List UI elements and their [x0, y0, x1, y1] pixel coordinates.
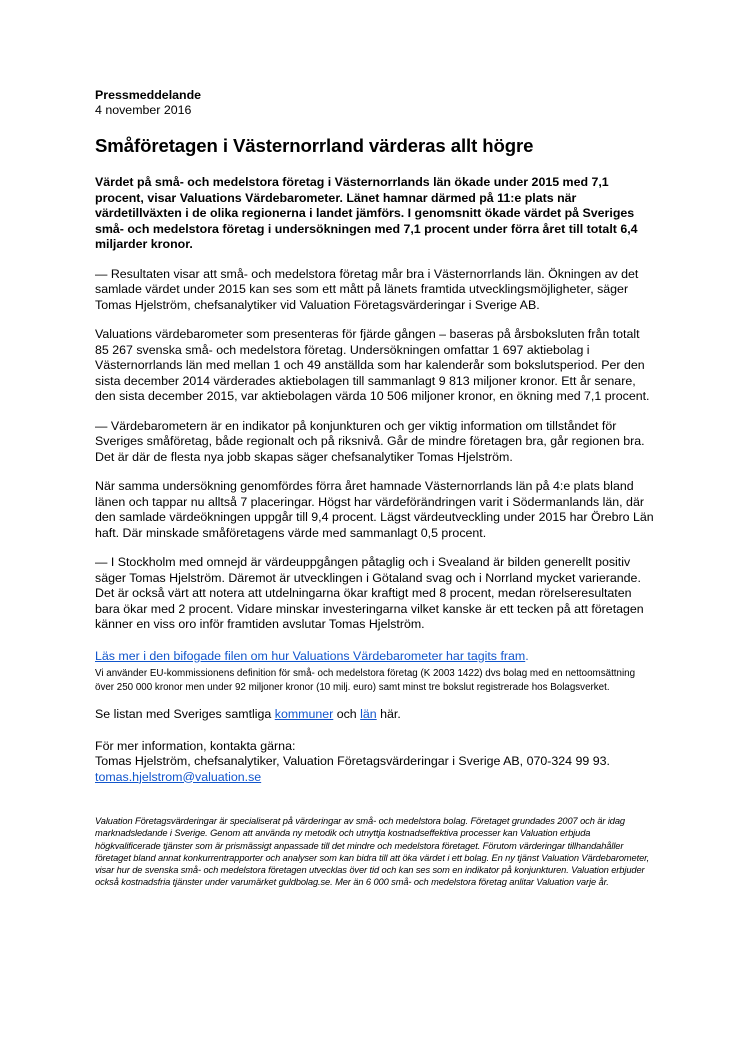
attachment-line	[95, 649, 655, 665]
body-paragraph-3: — Värdebarometern är en indikator på konjunkturen och ger viktig information om tillståndet för Sveriges småföretag, både regionalt och på riksnivå. Går de mindre företagen bra, går regionen bra. Det är där de flesta nya jobb skapas säger chefsanalytiker Tomas Hjelström.	[95, 418, 645, 464]
contact-email-link[interactable]: tomas.hjelstrom@valuation.se	[95, 769, 262, 784]
lead-paragraph: Värdet på små- och medelstora företag i Västernorrlands län ökade under 2015 med 7,1 procent, visar Valuations Värdebarometer. Länet hamnar därmed på 11:e plats när värdetillväxten i de olika regionerna i landet jämförs. I genomsnitt ökade värdet på Sveriges små- och medelstora företag i undersökningen med 7,1 procent under förra året till totalt 6,4 miljarder kronor.	[95, 175, 638, 251]
attachment-link[interactable]: Läs mer i den bifogade filen om hur Valuations Värdebarometer har tagits fram	[95, 648, 526, 663]
body-paragraph-4: När samma undersökning genomfördes förra året hamnade Västernorrlands län på 4:e plats bland länen och tappar nu alltså 7 placeringar. Högst har värdeförändringen varit i Södermanlands län, där den samlade värdeökningen uppgår till 9,4 procent. Lägst värdeutveckling under 2015 har Örebro Län haft. Där minskade småföretagens värde med sammanlagt 0,5 procent.	[95, 479, 654, 540]
kommuner-link[interactable]: kommuner	[274, 707, 334, 721]
body-paragraph-5: — I Stockholm med omnejd är värdeuppgången påtaglig och i Svealand är bilden generellt positiv säger Tomas Hjelström. Däremot är utvecklingen i Götaland svag och i Norrland mycket varierande. Det är också värt att notera att utdelningarna ökar kraftigt med 8 procent, medan rörelseresultaten bara ökar med 2 procent. Vidare minskar investeringarna vilket kanske är ett tecken på att företagen känner en viss oro inför framtiden avslutar Tomas Hjelström.	[95, 555, 644, 631]
body-paragraph-1: — Resultaten visar att små- och medelstora företag mår bra i Västernorrlands län. Ökningen av det samlade värdet under 2015 kan ses som ett mått på länets framtida utvecklingsmöjligheter, säger Tomas Hjelström, chefsanalytiker vid Valuation Företagsvärderingar i Sverige AB.	[95, 266, 639, 312]
body-paragraph-2: Valuations värdebarometer som presenteras för fjärde gången – baseras på årsboksluten från totalt 85 267 svenska små- och medelstora företag. Undersökningen omfattar 1 697 aktiebolag i Västernorrlands län med mellan 1 och 49 anställda som har kalenderår som bokslutsperiod. Per den sista december 2014 värderades aktiebolagen till sammanlagt 9 813 miljoner kronor. Ett år senare, den sista december 2015, var aktiebolagen värda 10 506 miljoner kronor, en ökning med 7,1 procent.	[95, 327, 650, 403]
definition-note: Vi använder EU-kommissionens definition för små- och medelstora företag (K 2003 1422) dvs bolag med en nettoomsättning över 250 000 kronor men under 92 miljoner kronor (10 milj. euro) samt minst tre bokslut registrerade hos Bolagsverket.	[95, 668, 636, 693]
release-date: 4 november 2016	[95, 103, 192, 117]
list-middle: och	[333, 707, 361, 721]
company-boilerplate: Valuation Företagsvärderingar är specialiserat på värderingar av små- och medelstora bolag. Företaget grundades 2007 och är idag marknadsledande i Sverige. Genom att använda ny metodik och utnyttja kostnadseffektiva processer kan Valuation erbjuda högkvalificerade tjänster som är prismässigt anpassade till det mindre och medelstora företaget. Förutom värderingar tillhandahåller företaget bland annat konkurrentrapporter och analyser som kan bidra till att öka värdet i ett bolag. En ny tjänst Valuation Värdebarometer, visar hur de svenska små- och medelstora företagen utvecklas över tid och kan ses som en indikator på konjunkturen. Valuation erbjuder också kostnadsfria tjänster under varumärket guldbolag.se. Mer än 6 000 små- och medelstora företag anlitar Valuation varje år.	[95, 816, 650, 888]
contact-person: Tomas Hjelström, chefsanalytiker, Valuation Företagsvärderingar i Sverige AB, 070-324 99 93.	[95, 754, 610, 768]
list-prefix: Se listan med Sveriges samtliga	[95, 707, 275, 721]
page-title: Småföretagen i Västernorrland värderas allt högre	[95, 135, 534, 156]
list-suffix: här.	[376, 707, 401, 721]
press-release	[95, 88, 655, 889]
document-type-label: Pressmeddelande	[95, 88, 202, 102]
attachment-period: .	[525, 648, 529, 663]
list-line	[95, 707, 655, 723]
lan-link[interactable]: län	[360, 707, 377, 721]
contact-intro: För mer information, kontakta gärna:	[95, 738, 296, 753]
